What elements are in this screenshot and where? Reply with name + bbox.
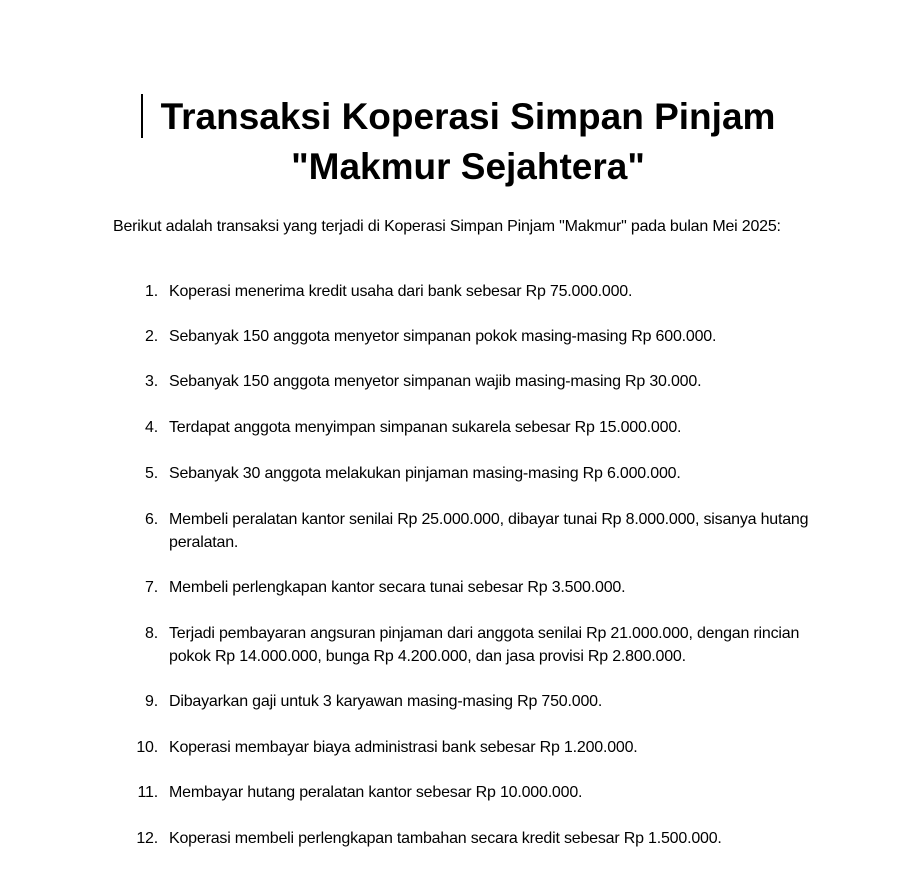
- list-text: Sebanyak 30 anggota melakukan pinjaman masing-masing Rp 6.000.000.: [169, 465, 681, 482]
- list-text: Koperasi menerima kredit usaha dari bank sebesar Rp 75.000.000.: [169, 283, 633, 300]
- list-text: Membeli perlengkapan kantor secara tunai sebesar Rp 3.500.000.: [169, 579, 626, 596]
- list-number: 7.: [145, 579, 158, 596]
- list-number: 5.: [145, 465, 158, 482]
- intro-paragraph[interactable]: Berikut adalah transaksi yang terjadi di Koperasi Simpan Pinjam "Makmur" pada bulan Mei 2025:: [113, 218, 781, 235]
- list-text: Dibayarkan gaji untuk 3 karyawan masing-masing Rp 750.000.: [169, 693, 603, 710]
- list-number: 6.: [145, 511, 158, 528]
- list-text: Terdapat anggota menyimpan simpanan sukarela sebesar Rp 15.000.000.: [169, 419, 682, 436]
- document-title[interactable]: Transaksi Koperasi Simpan Pinjam "Makmur Sejahtera": [160, 96, 776, 187]
- list-text: Sebanyak 150 anggota menyetor simpanan wajib masing-masing Rp 30.000.: [169, 373, 702, 390]
- list-number: 2.: [145, 328, 158, 345]
- list-number: 8.: [145, 625, 158, 642]
- list-number: 1.: [145, 283, 158, 300]
- list-number: 10.: [136, 739, 158, 756]
- list-text: Membeli peralatan kantor senilai Rp 25.000.000, dibayar tunai Rp 8.000.000, sisanya hutang peralatan.: [169, 511, 809, 551]
- list-number: 11.: [137, 784, 158, 801]
- list-number: 12.: [136, 830, 158, 847]
- list-number: 3.: [145, 373, 158, 390]
- list-text: Koperasi membayar biaya administrasi bank sebesar Rp 1.200.000.: [169, 739, 638, 756]
- list-text: Membayar hutang peralatan kantor sebesar Rp 10.000.000.: [169, 784, 583, 801]
- list-number: 9.: [145, 693, 158, 710]
- list-text: Sebanyak 150 anggota menyetor simpanan pokok masing-masing Rp 600.000.: [169, 328, 717, 345]
- list-text: Koperasi membeli perlengkapan tambahan secara kredit sebesar Rp 1.500.000.: [169, 830, 722, 847]
- list-text: Terjadi pembayaran angsuran pinjaman dari anggota senilai Rp 21.000.000, dengan rincian pokok Rp 14.000.000, bunga Rp 4.200.000, dan jasa provisi Rp 2.800.000.: [169, 625, 800, 665]
- list-number: 4.: [145, 419, 158, 436]
